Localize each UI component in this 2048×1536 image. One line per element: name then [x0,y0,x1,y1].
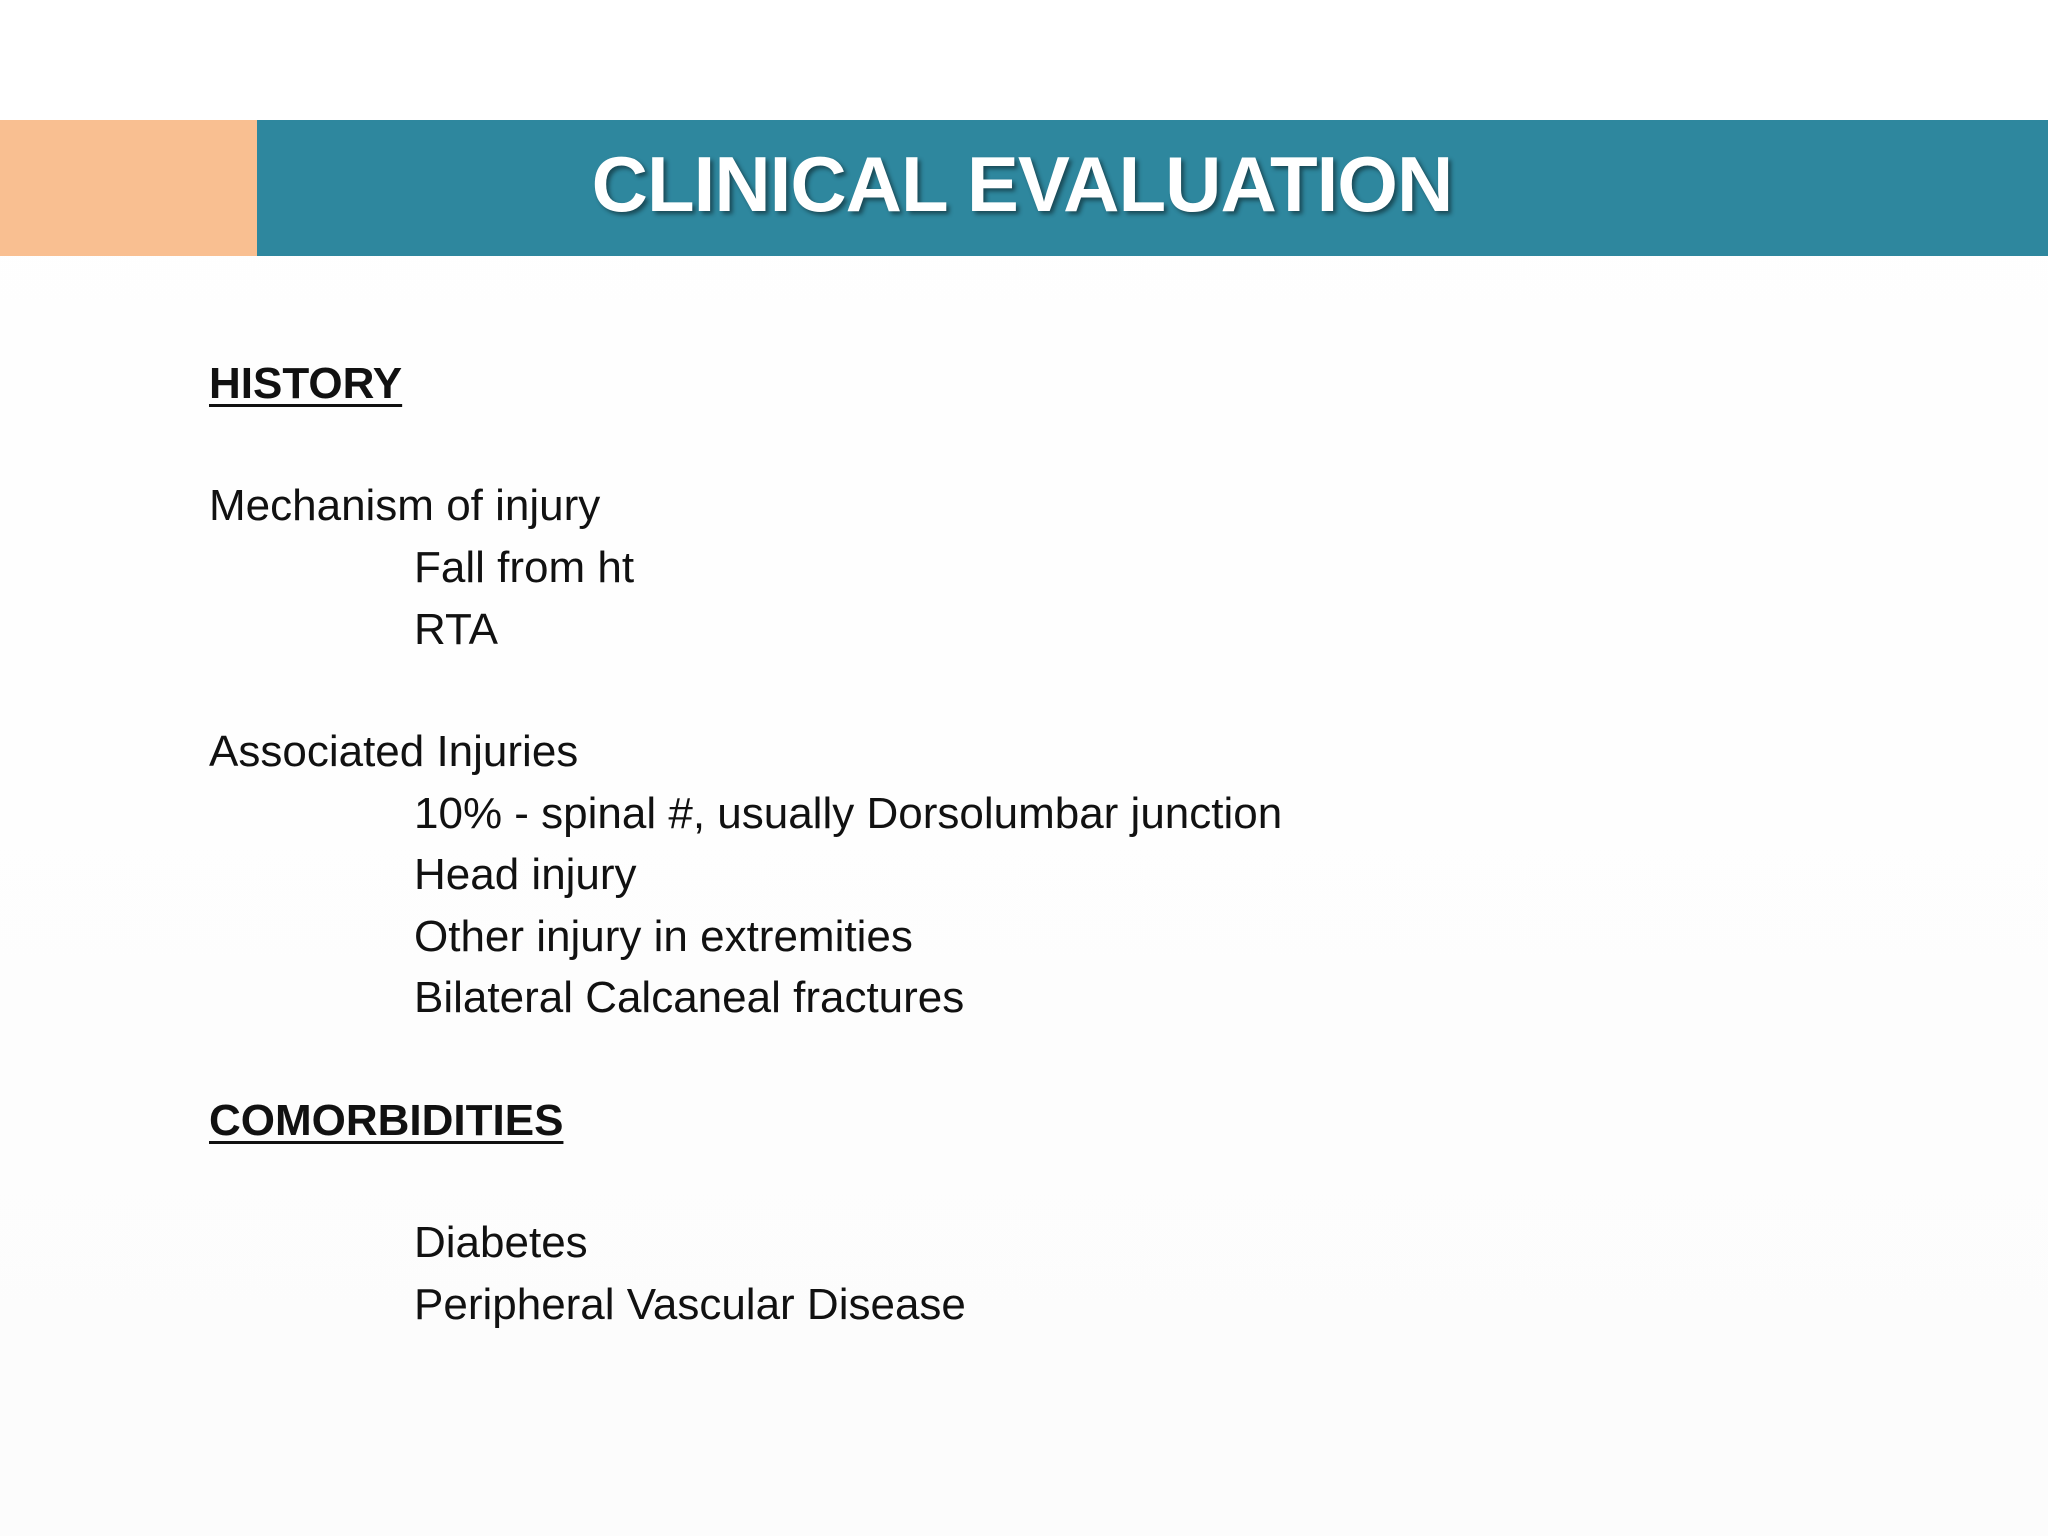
mechanism-item: RTA [414,605,498,654]
comorbidities-heading: COMORBIDITIES [209,1096,564,1145]
comorbidity-item: Diabetes [414,1218,588,1267]
associated-injury-item: 10% - spinal #, usually Dorsolumbar junction [414,789,1283,838]
mechanism-item: Fall from ht [414,543,635,592]
associated-injury-item: Other injury in extremities [414,912,913,961]
associated-injury-item: Head injury [414,850,637,899]
comorbidity-item: Peripheral Vascular Disease [414,1280,966,1329]
slide-title: CLINICAL EVALUATION [591,140,1453,228]
mechanism-label: Mechanism of injury [209,481,601,530]
associated-injuries-label: Associated Injuries [209,727,579,776]
history-heading: HISTORY [209,359,403,408]
associated-injury-item: Bilateral Calcaneal fractures [414,973,965,1022]
